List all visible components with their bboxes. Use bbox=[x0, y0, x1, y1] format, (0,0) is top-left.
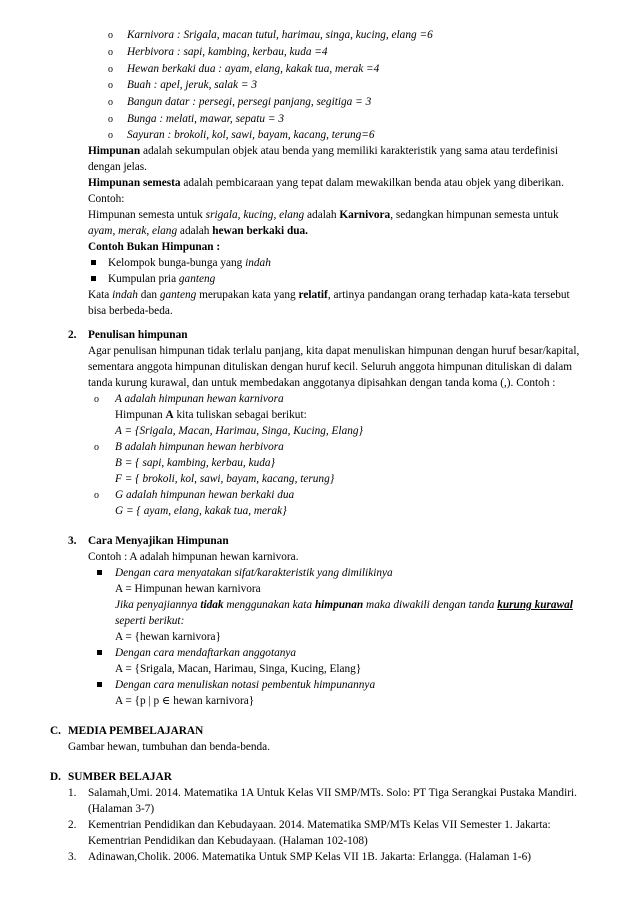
relatif-explanation-cont: bisa berbeda-beda. bbox=[88, 305, 173, 317]
section-number: 2. bbox=[68, 329, 77, 341]
method-label: Dengan cara menuliskan notasi pembentuk himpunannya bbox=[115, 679, 376, 691]
reference-number: 2. bbox=[68, 819, 77, 831]
reference-line: Salamah,Umi. 2014. Matematika 1A Untuk Kelas VII SMP/MTs. Solo: PT Tiga Serangkai Pustaka Mandiri. bbox=[88, 787, 577, 799]
section-title: Cara Menyajikan Himpunan bbox=[88, 535, 229, 547]
set-label: A adalah himpunan hewan karnivora bbox=[115, 393, 284, 405]
list-item: Kumpulan pria ganteng bbox=[108, 273, 216, 285]
circle-bullet-icon: o bbox=[108, 64, 113, 75]
method-label: Dengan cara mendaftarkan anggotanya bbox=[115, 647, 297, 659]
media-text: Gambar hewan, tumbuhan dan benda-benda. bbox=[68, 741, 271, 753]
circle-bullet-icon: o bbox=[108, 30, 113, 41]
set-notation: A = Himpunan hewan karnivora bbox=[115, 583, 261, 595]
himpunan-definition-cont: dengan jelas. bbox=[88, 161, 147, 173]
circle-bullet-icon: o bbox=[108, 114, 113, 125]
reference-number: 1. bbox=[68, 787, 77, 799]
section-letter: C. bbox=[50, 725, 61, 737]
square-bullet-icon bbox=[97, 570, 102, 575]
relatif-explanation: Kata indah dan ganteng merupakan kata yang relatif, artinya pandangan orang terhadap kata-kata tersebut bbox=[88, 289, 570, 301]
section-title: Penulisan himpunan bbox=[88, 329, 188, 341]
reference-number: 3. bbox=[68, 851, 77, 863]
set-notation: A = {hewan karnivora} bbox=[115, 631, 221, 643]
set-notation: A = {p | p ∈ hewan karnivora} bbox=[115, 695, 255, 707]
bukan-himpunan-title: Contoh Bukan Himpunan : bbox=[88, 241, 221, 253]
square-bullet-icon bbox=[97, 682, 102, 687]
circle-bullet-icon: o bbox=[108, 130, 113, 141]
method-label: Dengan cara menyatakan sifat/karakteristik yang dimilikinya bbox=[115, 567, 393, 579]
contoh-label: Contoh: bbox=[88, 193, 125, 205]
circle-bullet-icon: o bbox=[108, 47, 113, 58]
list-item: Sayuran : brokoli, kol, sawi, bayam, kacang, terung=6 bbox=[127, 129, 375, 141]
set-notation: G = { ayam, elang, kakak tua, merak} bbox=[115, 505, 287, 517]
list-item: Bunga : melati, mawar, sepatu = 3 bbox=[127, 113, 284, 125]
circle-bullet-icon: o bbox=[108, 80, 113, 91]
reference-line: Kementrian Pendidikan dan Kebudayaan. (Halaman 102-108) bbox=[88, 835, 368, 847]
semesta-example: Himpunan semesta untuk srigala, kucing, elang adalah Karnivora, sedangkan himpunan semesta untuk bbox=[88, 209, 559, 221]
circle-bullet-icon: o bbox=[94, 490, 99, 501]
set-notation: B = { sapi, kambing, kerbau, kuda} bbox=[115, 457, 276, 469]
square-bullet-icon bbox=[97, 650, 102, 655]
reference-line: Kementrian Pendidikan dan Kebudayaan. 2014. Matematika SMP/MTs Kelas VII Semester 1. Jakarta: bbox=[88, 819, 551, 831]
semesta-example-cont: ayam, merak, elang adalah hewan berkaki dua. bbox=[88, 225, 308, 237]
list-item: Bangun datar : persegi, persegi panjang, segitiga = 3 bbox=[127, 96, 372, 108]
paragraph-line: sementara anggota himpunan dituliskan dengan huruf kecil. Seluruh anggota himpunan dituliskan di dalam bbox=[88, 361, 573, 373]
reference-line: Adinawan,Cholik. 2006. Matematika Untuk SMP Kelas VII 1B. Jakarta: Erlangga. (Halaman 1-6) bbox=[88, 851, 531, 863]
list-item: Herbivora : sapi, kambing, kerbau, kuda =4 bbox=[127, 46, 328, 58]
list-item: Kelompok bunga-bunga yang indah bbox=[108, 257, 271, 269]
contoh-line: Contoh : A adalah himpunan hewan karnivora. bbox=[88, 551, 299, 563]
paragraph-line: Agar penulisan himpunan tidak terlalu panjang, kita dapat menuliskan himpunan dengan huruf besar/kapital, bbox=[88, 345, 580, 357]
set-notation: A = {Srigala, Macan, Harimau, Singa, Kucing, Elang} bbox=[115, 425, 364, 437]
set-note: Himpunan A kita tuliskan sebagai berikut: bbox=[115, 409, 307, 421]
square-bullet-icon bbox=[91, 260, 96, 265]
method-note-cont: seperti berikut: bbox=[115, 615, 185, 627]
set-notation: F = { brokoli, kol, sawi, bayam, kacang, terung} bbox=[115, 473, 335, 485]
paragraph-line: tanda kurung kurawal, dan untuk membedakan anggotanya dipisahkan dengan tanda koma (,). Contoh : bbox=[88, 377, 556, 389]
set-label: B adalah himpunan hewan herbivora bbox=[115, 441, 284, 453]
square-bullet-icon bbox=[91, 276, 96, 281]
list-item: Buah : apel, jeruk, salak = 3 bbox=[127, 79, 257, 91]
circle-bullet-icon: o bbox=[94, 442, 99, 453]
set-label: G adalah himpunan hewan berkaki dua bbox=[115, 489, 295, 501]
circle-bullet-icon: o bbox=[94, 394, 99, 405]
list-item: Karnivora : Srigala, macan tutul, harimau, singa, kucing, elang =6 bbox=[127, 29, 433, 41]
section-title: MEDIA PEMBELAJARAN bbox=[68, 725, 204, 737]
semesta-definition: Himpunan semesta adalah pembicaraan yang tepat dalam mewakilkan benda atau objek yang diberikan. bbox=[88, 177, 564, 189]
section-title: SUMBER BELAJAR bbox=[68, 771, 172, 783]
circle-bullet-icon: o bbox=[108, 97, 113, 108]
section-letter: D. bbox=[50, 771, 61, 783]
section-number: 3. bbox=[68, 535, 77, 547]
reference-line: (Halaman 3-7) bbox=[88, 803, 155, 815]
method-note: Jika penyajiannya tidak menggunakan kata himpunan maka diwakili dengan tanda kurung kurawal bbox=[115, 599, 573, 611]
himpunan-definition: Himpunan adalah sekumpulan objek atau benda yang memiliki karakteristik yang sama atau terdefinisi bbox=[88, 145, 558, 157]
set-notation: A = {Srigala, Macan, Harimau, Singa, Kucing, Elang} bbox=[115, 663, 362, 675]
list-item: Hewan berkaki dua : ayam, elang, kakak tua, merak =4 bbox=[127, 63, 380, 75]
